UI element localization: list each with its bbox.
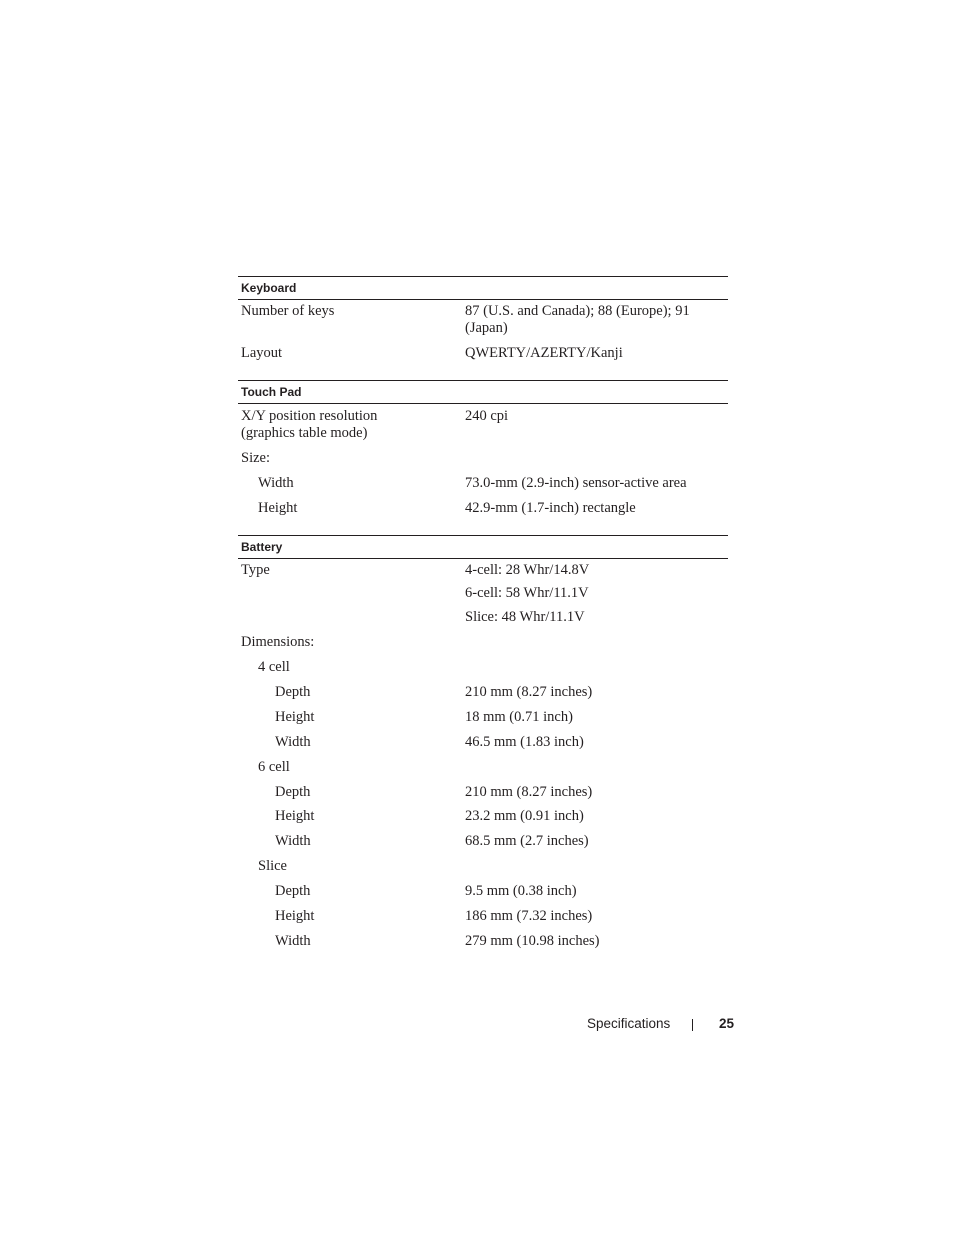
spec-value: 6-cell: 58 Whr/11.1V	[465, 585, 589, 601]
spec-value: 210 mm (8.27 inches)	[465, 784, 593, 800]
page-number: 25	[719, 1016, 735, 1031]
spec-label: 4 cell	[258, 659, 290, 675]
spec-label: Slice	[258, 858, 287, 874]
spec-label: Width	[275, 734, 311, 750]
spec-value: 68.5 mm (2.7 inches)	[465, 833, 589, 849]
battery-section	[238, 535, 728, 559]
spec-label: Number of keys	[241, 303, 335, 319]
spec-value: 87 (U.S. and Canada); 88 (Europe); 91 (Japan)	[465, 303, 690, 336]
spec-label: Size:	[241, 450, 270, 466]
spec-value: 4-cell: 28 Whr/14.8V	[465, 562, 590, 578]
section-header-keyboard: Keyboard	[238, 276, 728, 300]
spec-label: Height	[275, 709, 315, 725]
section-header-battery: Battery	[238, 535, 728, 559]
spec-value: 279 mm (10.98 inches)	[465, 933, 600, 949]
spec-value: 23.2 mm (0.91 inch)	[465, 808, 584, 824]
spec-value: Slice: 48 Whr/11.1V	[465, 609, 585, 625]
spec-label: Dimensions:	[241, 634, 315, 650]
spec-value: 9.5 mm (0.38 inch)	[465, 883, 577, 899]
section-header-touchpad: Touch Pad	[238, 380, 728, 404]
spec-label: Width	[258, 475, 294, 491]
spec-label: Depth	[275, 684, 311, 700]
spec-value: 42.9-mm (1.7-inch) rectangle	[465, 500, 636, 516]
spec-label: Layout	[241, 345, 283, 361]
spec-label: Type	[241, 562, 270, 578]
spec-label: X/Y position resolution (graphics table mode)	[241, 408, 378, 441]
spec-label: Width	[275, 933, 311, 949]
spec-value: 186 mm (7.32 inches)	[465, 908, 593, 924]
spec-label: Height	[275, 808, 315, 824]
spec-label: Depth	[275, 883, 311, 899]
spec-label: Height	[275, 908, 315, 924]
spec-value: QWERTY/AZERTY/Kanji	[465, 345, 623, 361]
spec-label: Height	[258, 500, 298, 516]
spec-label: 6 cell	[258, 759, 290, 775]
touchpad-section	[238, 380, 728, 404]
spec-value: 73.0-mm (2.9-inch) sensor-active area	[465, 475, 687, 491]
keyboard-section	[238, 276, 728, 300]
spec-value: 210 mm (8.27 inches)	[465, 684, 593, 700]
spec-value: 240 cpi	[465, 408, 509, 424]
spec-value: 46.5 mm (1.83 inch)	[465, 734, 584, 750]
spec-value: 18 mm (0.71 inch)	[465, 709, 573, 725]
footer-section-name: Specifications	[587, 1016, 671, 1031]
spec-label: Depth	[275, 784, 311, 800]
spec-label: Width	[275, 833, 311, 849]
footer-divider	[692, 1019, 693, 1031]
